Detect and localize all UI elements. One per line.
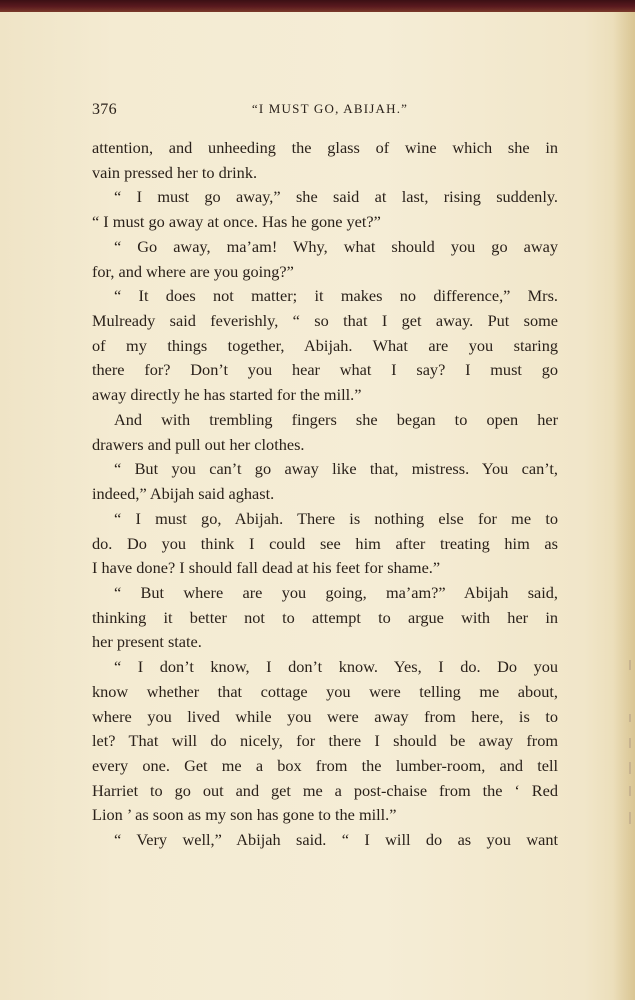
text-line: drawers and pull out her clothes.: [92, 434, 305, 454]
margin-mark: [629, 660, 631, 670]
text-line: away directly he has started for the mill.”: [92, 385, 362, 405]
text-line: “ But where are you going, ma’am?” Abijah said,: [114, 582, 558, 602]
text-line: I have done? I should fall dead at his feet for shame.”: [92, 558, 441, 578]
text-line: “ I must go away,” she said at last, rising suddenly.: [114, 187, 558, 207]
text-line: of my things together, Abijah. What are you staring: [92, 335, 558, 355]
body-text: [92, 136, 558, 853]
text-line: indeed,” Abijah said aghast.: [92, 484, 275, 504]
text-line: And with trembling fingers she began to open her: [114, 409, 558, 429]
text-line: there for? Don’t you hear what I say? I must go: [92, 360, 558, 380]
text-line: “ Go away, ma’am! Why, what should you go away: [114, 236, 558, 256]
text-line: where you lived while you were away from here, is to: [92, 706, 558, 726]
text-line: “ Very well,” Abijah said. “ I will do as you want: [114, 830, 558, 850]
text-line: Mulready said feverishly, “ so that I get away. Put some: [92, 311, 558, 331]
page-number: 376: [92, 101, 117, 118]
text-line: “ It does not matter; it makes no difference,” Mrs.: [114, 286, 558, 306]
text-line: know whether that cottage you were telling me about,: [92, 681, 558, 701]
margin-mark: [629, 786, 631, 796]
margin-mark: [629, 812, 631, 824]
text-line: Lion ’ as soon as my son has gone to the mill.”: [92, 805, 397, 825]
text-line: every one. Get me a box from the lumber-room, and tell: [92, 755, 558, 775]
page-right-edge: [613, 12, 635, 1000]
running-title: “I MUST GO, ABIJAH.”: [251, 101, 409, 116]
text-line: her present state.: [92, 632, 202, 652]
text-line: “ I must go away at once. Has he gone yet?”: [92, 212, 381, 232]
text-line: “ But you can’t go away like that, mistress. You can’t,: [114, 459, 558, 479]
text-line: let? That will do nicely, for there I should be away from: [92, 731, 558, 751]
text-line: vain pressed her to drink.: [92, 162, 258, 182]
text-line: for, and where are you going?”: [92, 261, 294, 281]
margin-mark: [629, 738, 631, 748]
text-line: “ I don’t know, I don’t know. Yes, I do. Do you: [114, 657, 558, 677]
text-line: attention, and unheeding the glass of wine which she in: [92, 138, 558, 157]
text-line: thinking it better not to attempt to argue with her in: [92, 607, 558, 627]
margin-mark: [629, 714, 631, 722]
text-line: Harriet to go out and get me a post-chaise from the ‘ Red: [92, 780, 558, 800]
text-line: do. Do you think I could see him after treating him as: [92, 533, 558, 553]
margin-mark: [629, 762, 631, 774]
page-header: [92, 101, 558, 123]
page-top-edge: [0, 0, 635, 12]
text-line: “ I must go, Abijah. There is nothing else for me to: [114, 508, 558, 528]
